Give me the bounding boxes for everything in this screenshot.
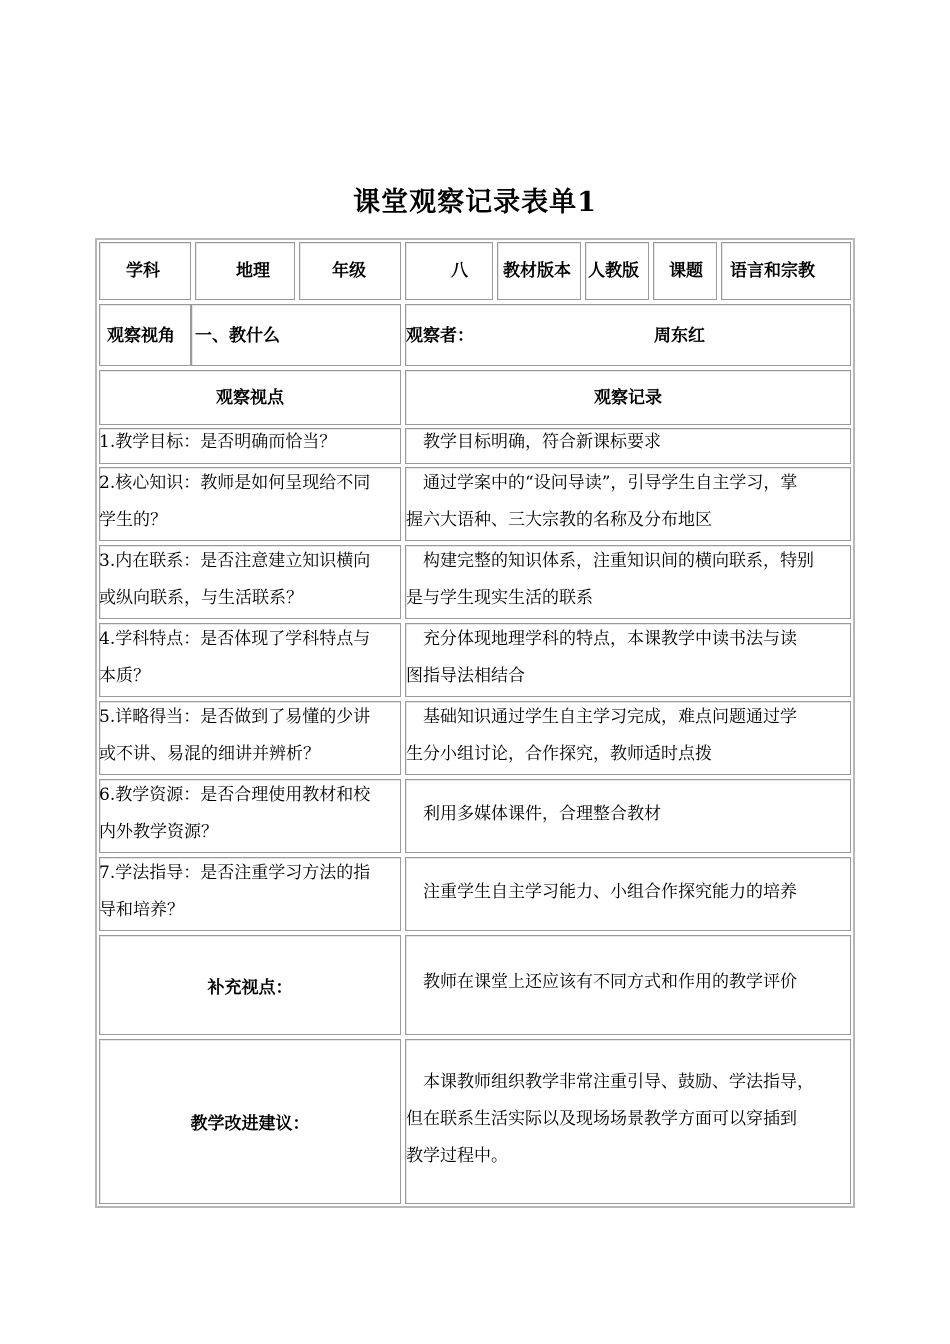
point-text: 6.教学资源：是否合理使用教材和校 内外教学资源？ — [99, 785, 371, 842]
edition-value: 人教版 — [588, 261, 639, 281]
header-cell — [405, 242, 493, 300]
observer-label: 观察者： — [406, 326, 474, 346]
point-text: 5.详略得当：是否做到了易懂的少讲 或不讲、易混的细讲并辨析？ — [99, 707, 371, 764]
column-heading-records: 观察记录 — [594, 388, 662, 408]
point-text: 7.学法指导：是否注重学习方法的指 导和培养？ — [99, 863, 371, 920]
record-text: 注重学生自主学习能力、小组合作探究能力的培养 — [406, 882, 797, 902]
grade-value: 八 — [451, 261, 468, 281]
perspective-label: 观察视角 — [107, 326, 175, 346]
subject-value: 地理 — [236, 261, 270, 281]
record-text: 构建完整的知识体系，注重知识间的横向联系，特别 是与学生现实生活的联系 — [406, 551, 814, 608]
point-text: 3.内在联系：是否注意建立知识横向 或纵向联系，与生活联系？ — [99, 551, 371, 608]
improvement-record: 本课教师组织教学非常注重引导、鼓励、学法指导， 但在联系生活实际以及现场场景教学方面可以穿插到 教学过程中。 — [406, 1072, 814, 1166]
record-text: 基础知识通过学生自主学习完成，难点问题通过学 生分小组讨论，合作探究，教师适时点拨 — [406, 707, 797, 764]
record-text: 通过学案中的“设问导读”，引导学生自主学习，掌 握六大语种、三大宗教的名称及分布地区 — [406, 473, 798, 530]
point-text: 4.学科特点：是否体现了学科特点与 本质？ — [99, 629, 371, 686]
supplement-label: 补充视点： — [207, 978, 293, 998]
edition-label: 教材版本 — [503, 261, 571, 281]
improvement-label: 教学改进建议： — [190, 1114, 310, 1134]
topic-value: 语言和宗教 — [730, 261, 815, 281]
record-text: 利用多媒体课件，合理整合教材 — [406, 804, 661, 824]
record-text: 教学目标明确，符合新课标要求 — [406, 432, 661, 452]
supplement-record: 教师在课堂上还应该有不同方式和作用的教学评价 — [406, 972, 797, 992]
record-text: 充分体现地理学科的特点，本课教学中读书法与读 图指导法相结合 — [406, 629, 797, 686]
column-heading-points: 观察视点 — [216, 388, 284, 408]
subject-label: 学科 — [126, 261, 160, 281]
perspective-value: 一、教什么 — [195, 326, 280, 346]
point-text: 1.教学目标：是否明确而恰当？ — [99, 432, 337, 452]
observer-name: 周东红 — [654, 326, 705, 346]
page-title: 课堂观察记录表单1 — [353, 187, 597, 218]
point-text: 2.核心知识：教师是如何呈现给不同 学生的？ — [99, 473, 371, 530]
topic-label: 课题 — [669, 261, 703, 281]
grade-label: 年级 — [332, 261, 366, 281]
